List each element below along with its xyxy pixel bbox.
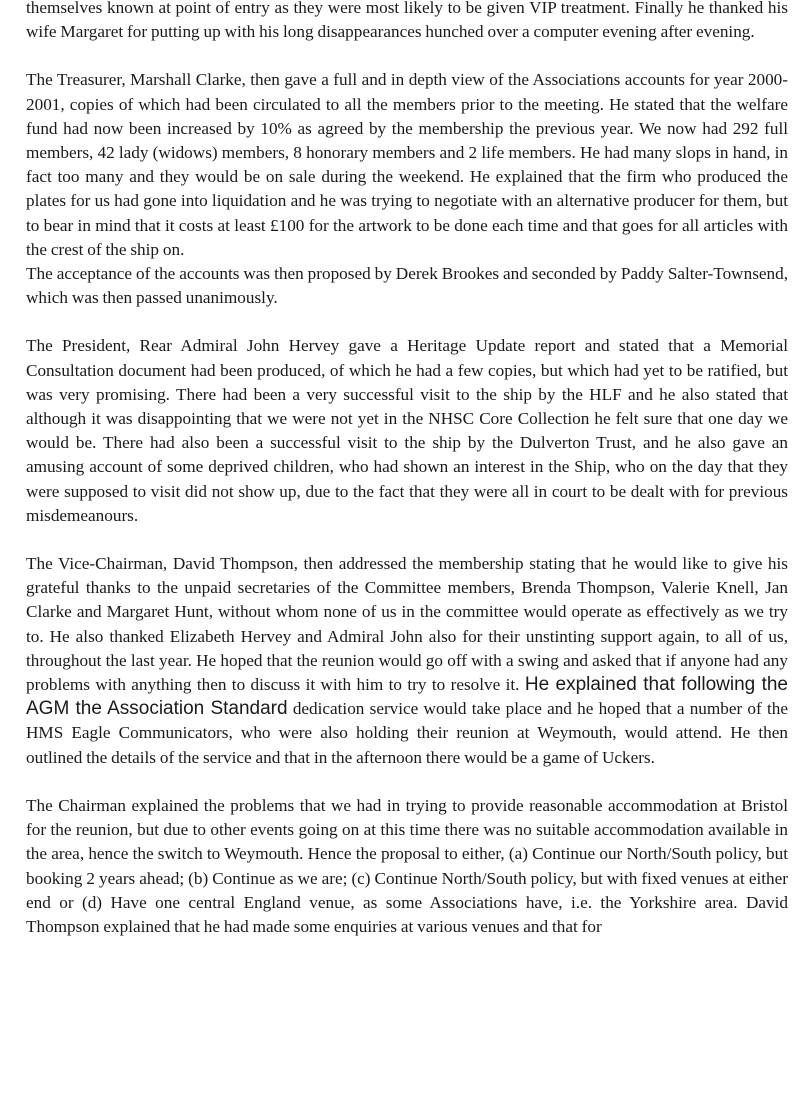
paragraph-accounts-acceptance: The acceptance of the accounts was then proposed by Derek Brookes and seconded by Paddy Salter-Townsend, which was then passed unanimously. (26, 264, 788, 308)
paragraph-vice-chairman (26, 552, 788, 770)
paragraph-gap (26, 310, 788, 334)
vice-chairman-text: The Vice-Chairman, David Thompson, then addressed the membership stating that he would like to give his grateful thanks to the unpaid secretaries of the Committee members, Brenda Thompson, Valerie Knell, Jan Clarke and Margaret Hunt, without whom none of us in the committee would operate as effectively as we try to. He also thanked Elizabeth Hervey and Admiral John also for their unstinting support again, to all of us, throughout the last year. He hoped that the reunion would go off with a swing and asked that if anyone had any problems with anything then to discuss it with him to try to resolve it. (26, 554, 788, 695)
paragraph-president-report: The President, Rear Admiral John Hervey gave a Heritage Update report and stated that a Memorial Consultation document had been produced, of which he had a few copies, but which had yet to be ratified, but was very promising. There had been a very successful visit to the ship by the HLF and he also stated that although it was disappointing that we were not yet in the NHSC Core Collection he felt sure that one day we would be. There had also been a successful visit to the ship by the Dulverton Trust, and he also gave an amusing account of some deprived children, who had shown an interest in the Ship, who on the day that they were supposed to visit did not show up, due to the fact that they were all in court to be dealt with for previous misdemeanours. (26, 336, 788, 525)
paragraph-gap (26, 528, 788, 552)
paragraph-gap (26, 770, 788, 794)
vice-chairman-large-text: He explained that following the AGM the Association Standard (26, 674, 788, 720)
paragraph-treasurer-report: The Treasurer, Marshall Clarke, then gave a full and in depth view of the Associations accounts for year 2000-2001, copies of which had been circulated to all the members prior to the meeting. He stated that the welfare fund had now been increased by 10% as agreed by the membership the previous year. We now had 292 full members, 42 lady (widows) members, 8 honorary members and 2 life members. He had many slops in hand, in fact too many and they would be on sale during the weekend. He explained that the firm who produced the plates for us had gone into liquidation and he was trying to negotiate with an alternative producer for them, but to bear in mind that it costs at least £100 for the artwork to be done each time and that goes for all articles with the crest of the ship on. (26, 70, 788, 259)
paragraph-intro-continued: themselves known at point of entry as they were most likely to be given VIP treatment. Finally he thanked his wife Margaret for putting up with his long disappearances hunched over a computer evening after evening. (26, 0, 788, 42)
vice-chairman-tail-text: dedication service would take place and he hoped that a number of the HMS Eagle Communicators, who were also holding their reunion at Weymouth, would attend. He then outlined the details of the service and that in the afternoon there would be a game of Uckers. (26, 699, 788, 767)
paragraph-chairman: The Chairman explained the problems that we had in trying to provide reasonable accommodation at Bristol for the reunion, but due to other events going on at this time there was no suitable accommodation available in the area, hence the switch to Weymouth. Hence the proposal to either, (a) Continue our North/South policy, but booking 2 years ahead; (b) Continue as we are; (c) Continue North/South policy, but with fixed venues at either end or (d) Have one central England venue, as some Associations have, i.e. the Yorkshire area. David Thompson explained that he had made some enquiries at various venues and that for (26, 795, 788, 936)
paragraph-gap (26, 44, 788, 68)
